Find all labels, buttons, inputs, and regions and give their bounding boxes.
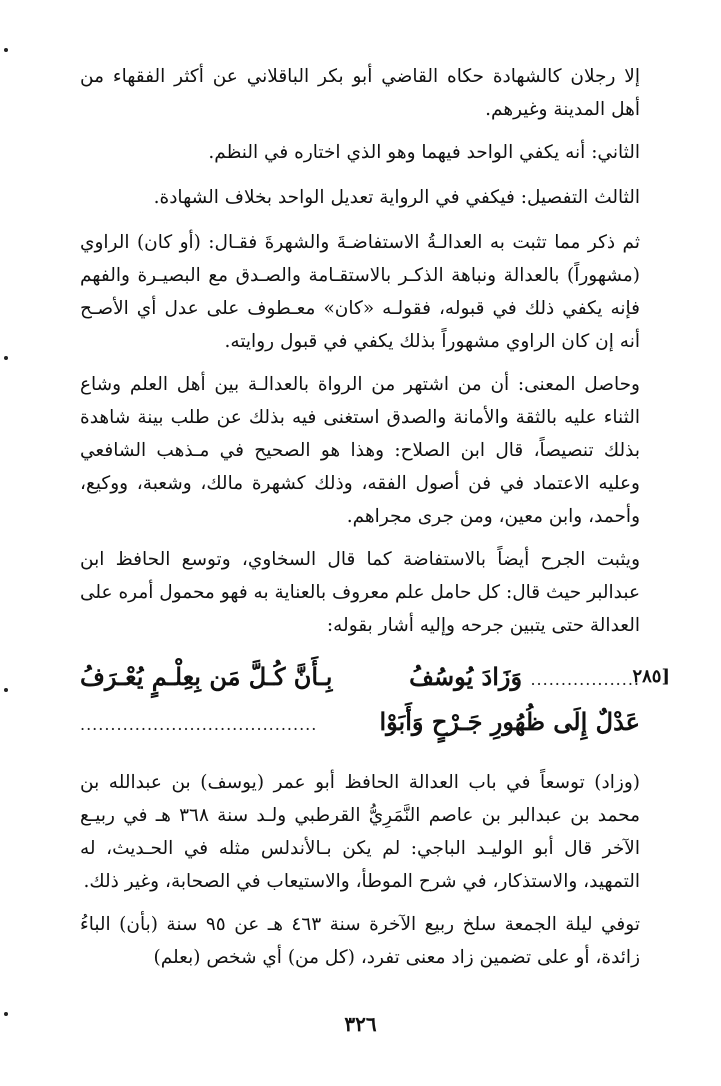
commentary-2: توفي ليلة الجمعة سلخ ربيع الآخرة سنة ٤٦٣ هـ عن ٩٥ سنة (بأن) الباءُ زائدة، أو على تضمين زاد معنى تفرد، (كل من) أي شخص (بعلم) (80, 914, 640, 968)
page-number: ٣٢٦ (344, 1012, 377, 1036)
verse-hemistich-2: بِـأَنَّ كُـلَّ مَن بِعِلْـمٍ يُعْـرَفُ (80, 662, 333, 691)
paragraph-1: إلا رجلان كالشهادة حكاه القاضي أبو بكر الباقلاني عن أكثر الفقهاء من أهل المدينة وغيرهم. (80, 66, 640, 120)
margin-mark-3 (4, 688, 8, 692)
paragraph-5: وحاصل المعنى: أن من اشتهر من الرواة بالعدالـة بين أهل العلم وشاع الثناء عليه بالثقة والأمانة والصدق استغنى فيه بذلك عن طلب بينة شاهدة بذلك تنصيصاً، قال ابن الصلاح: وهذا هو الصحيح في مـذهب الشافعي وعليه الاعتماد في فن أصول الفقه، وذلك كشهرة مالك، وشعبة، ووكيع، وأحمد، وابن معين، ومن جرى مجراهم. (80, 374, 640, 527)
paragraph-3: الثالث التفصيل: فيكفي في الرواية تعديل الواحد بخلاف الشهادة. (153, 187, 640, 208)
verse-block (80, 656, 670, 746)
margin-mark-2 (4, 356, 8, 360)
verse-hemistich-1: وَزَادَ يُوسُفُ (409, 662, 523, 691)
commentary-1: (وزاد) توسعاً في باب العدالة الحافظ أبو عمر (يوسف) بن عبدالله بن محمد بن عبدالبر بن عاصم النَّمَرِيُّ القرطبي ولـد سنة ٣٦٨ هـ في ربيـع الآخر قال أبو الوليـد الباجي: لم يكن بـالأندلس مثله في الحـديث، له التمهيد، والاستذكار، في شرح الموطأ، والاستيعاب في الصحابة، وغير ذلك. (80, 772, 640, 892)
verse-hemistich-3: عَدْلٌ إِلَى ظُهُورِ جَـرْحٍ وَأَبَوْا (379, 707, 640, 736)
verse-number: [٢٨٥ (632, 666, 670, 687)
margin-mark-1 (4, 48, 8, 52)
paragraph-6: ويثبت الجرح أيضاً بالاستفاضة كما قال السخاوي، وتوسع الحافظ ابن عبدالبر حيث قال: كل حامل علم معروف بالعناية به فهو محمول أمره على العدالة حتى يتبين جرحه وإليه أشار بقوله: (80, 549, 640, 636)
paragraph-2: الثاني: أنه يكفي الواحد فيهما وهو الذي اختاره في النظم. (208, 142, 640, 163)
margin-mark-4 (4, 1012, 8, 1016)
verse-line1-right (409, 656, 640, 701)
page-body (80, 60, 670, 984)
verse-line-1 (80, 656, 640, 701)
verse-dots-1: .................. (530, 670, 640, 689)
verse-dots-2: ....................................... (80, 715, 318, 734)
paragraph-4: ثم ذكر مما تثبت به العدالـةُ الاستفاضـةَ والشهرةَ فقـال: (أو كان) الراوي (مشهوراً) بالعدالة ونباهة الذكـر بالاستقـامة والصـدق مع البصيـرة والفهم فإنه يكفي ذلك في قبوله، فقولـه «كان» معـطوف على عدل أي الأصـح أنه إن كان الراوي مشهوراً بذلك يكفي في قبول روايته. (80, 232, 640, 352)
verse-line-2 (80, 701, 640, 746)
